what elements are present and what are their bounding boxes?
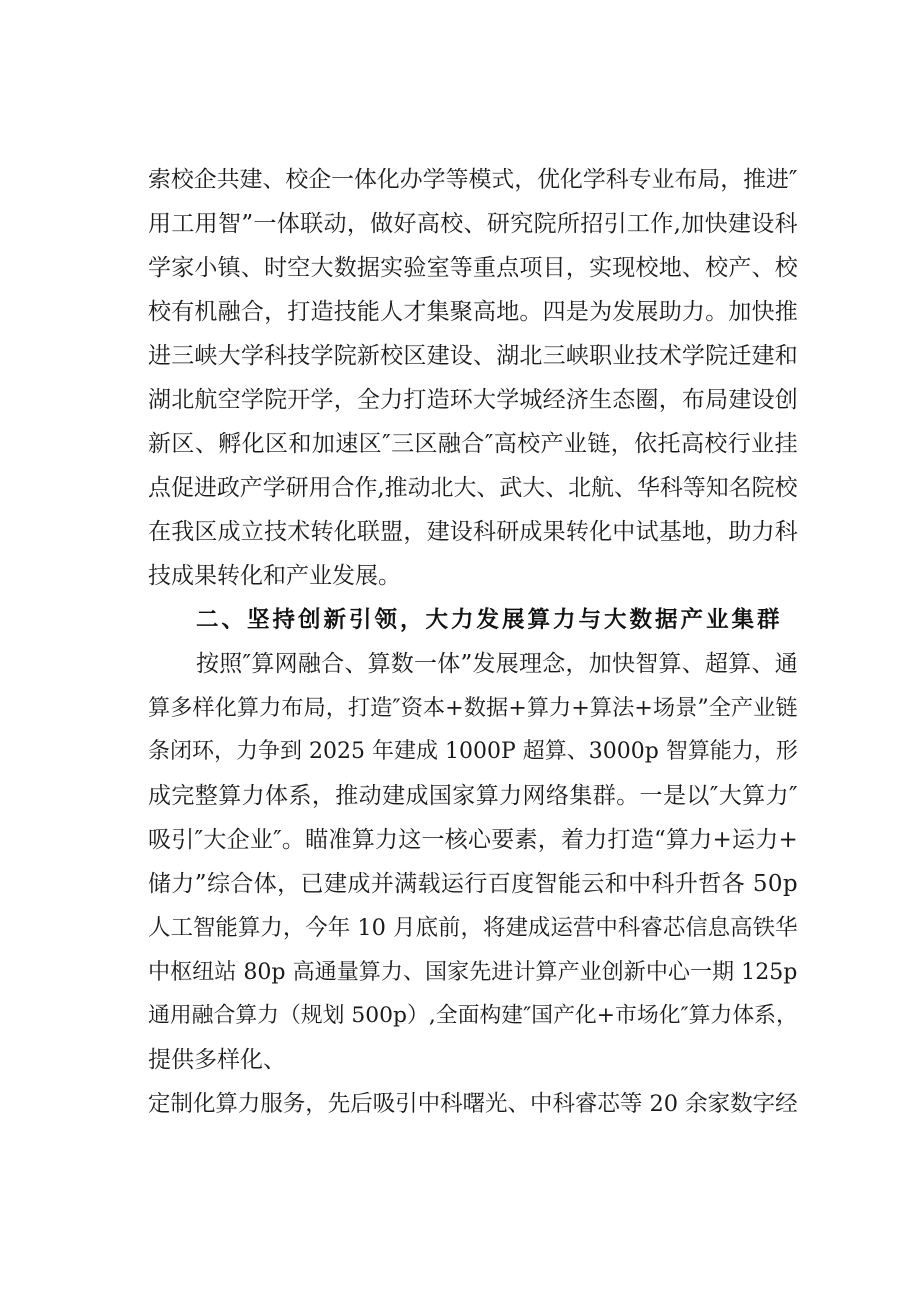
paragraph-line: 学家小镇、时空大数据实验室等重点项目，实现校地、校产、校 bbox=[148, 255, 798, 281]
paragraph-line: 在我区成立技术转化联盟，建设科研成果转化中试基地，助力科 bbox=[148, 519, 798, 545]
paragraph-line: 新区、孵化区和加速区″三区融合″高校产业链，依托高校行业挂 bbox=[148, 431, 798, 457]
paragraph-line: 校有机融合，打造技能人才集聚高地。四是为发展助力。加快推 bbox=[148, 299, 798, 325]
paragraph-line: 条闭环，力争到 2025 年建成 1000P 超算、3000p 智算能力，形 bbox=[148, 739, 798, 764]
paragraph-line: 算多样化算力布局，打造″资本+数据+算力+算法+场景”全产业链 bbox=[148, 695, 798, 721]
paragraph-line: 中枢纽站 80p 高通量算力、国家先进计算产业创新中心一期 125p bbox=[148, 959, 798, 985]
paragraph-line: 吸引″大企业″。瞄准算力这一核心要素，着力打造“算力+运力+ bbox=[148, 827, 798, 853]
paragraph-line: 成完整算力体系，推动建成国家算力网络集群。一是以″大算力″ bbox=[148, 783, 798, 809]
paragraph-line: 提供多样化、 bbox=[148, 1047, 286, 1073]
paragraph-line: 技成果转化和产业发展。 bbox=[148, 563, 401, 589]
paragraph-line: 储力”综合体，已建成并满载运行百度智能云和中科升哲各 50p bbox=[148, 871, 798, 897]
paragraph-line: 通用融合算力（规划 500p）,全面构建″国产化+市场化″算力体系， bbox=[148, 1003, 798, 1028]
paragraph-line: 湖北航空学院开学，全力打造环大学城经济生态圈，布局建设创 bbox=[148, 387, 798, 413]
paragraph-line: 按照″算网融合、算数一体”发展理念，加快智算、超算、通 bbox=[196, 651, 798, 677]
section-heading: 二、坚持创新引领，大力发展算力与大数据产业集群 bbox=[196, 607, 783, 633]
paragraph-line: 定制化算力服务，先后吸引中科曙光、中科睿芯等 20 余家数字经 bbox=[148, 1091, 798, 1117]
paragraph-line: 点促进政产学研用合作,推动北大、武大、北航、华科等知名院校 bbox=[148, 475, 798, 501]
paragraph-line: 用工用智”一体联动，做好高校、研究院所招引工作,加快建设科 bbox=[148, 211, 798, 237]
paragraph-line: 进三峡大学科技学院新校区建设、湖北三峡职业技术学院迁建和 bbox=[148, 343, 798, 369]
paragraph-line: 人工智能算力，今年 10 月底前，将建成运营中科睿芯信息高铁华 bbox=[148, 915, 798, 941]
paragraph-line: 索校企共建、校企一体化办学等模式，优化学科专业布局，推进″ bbox=[148, 167, 798, 193]
